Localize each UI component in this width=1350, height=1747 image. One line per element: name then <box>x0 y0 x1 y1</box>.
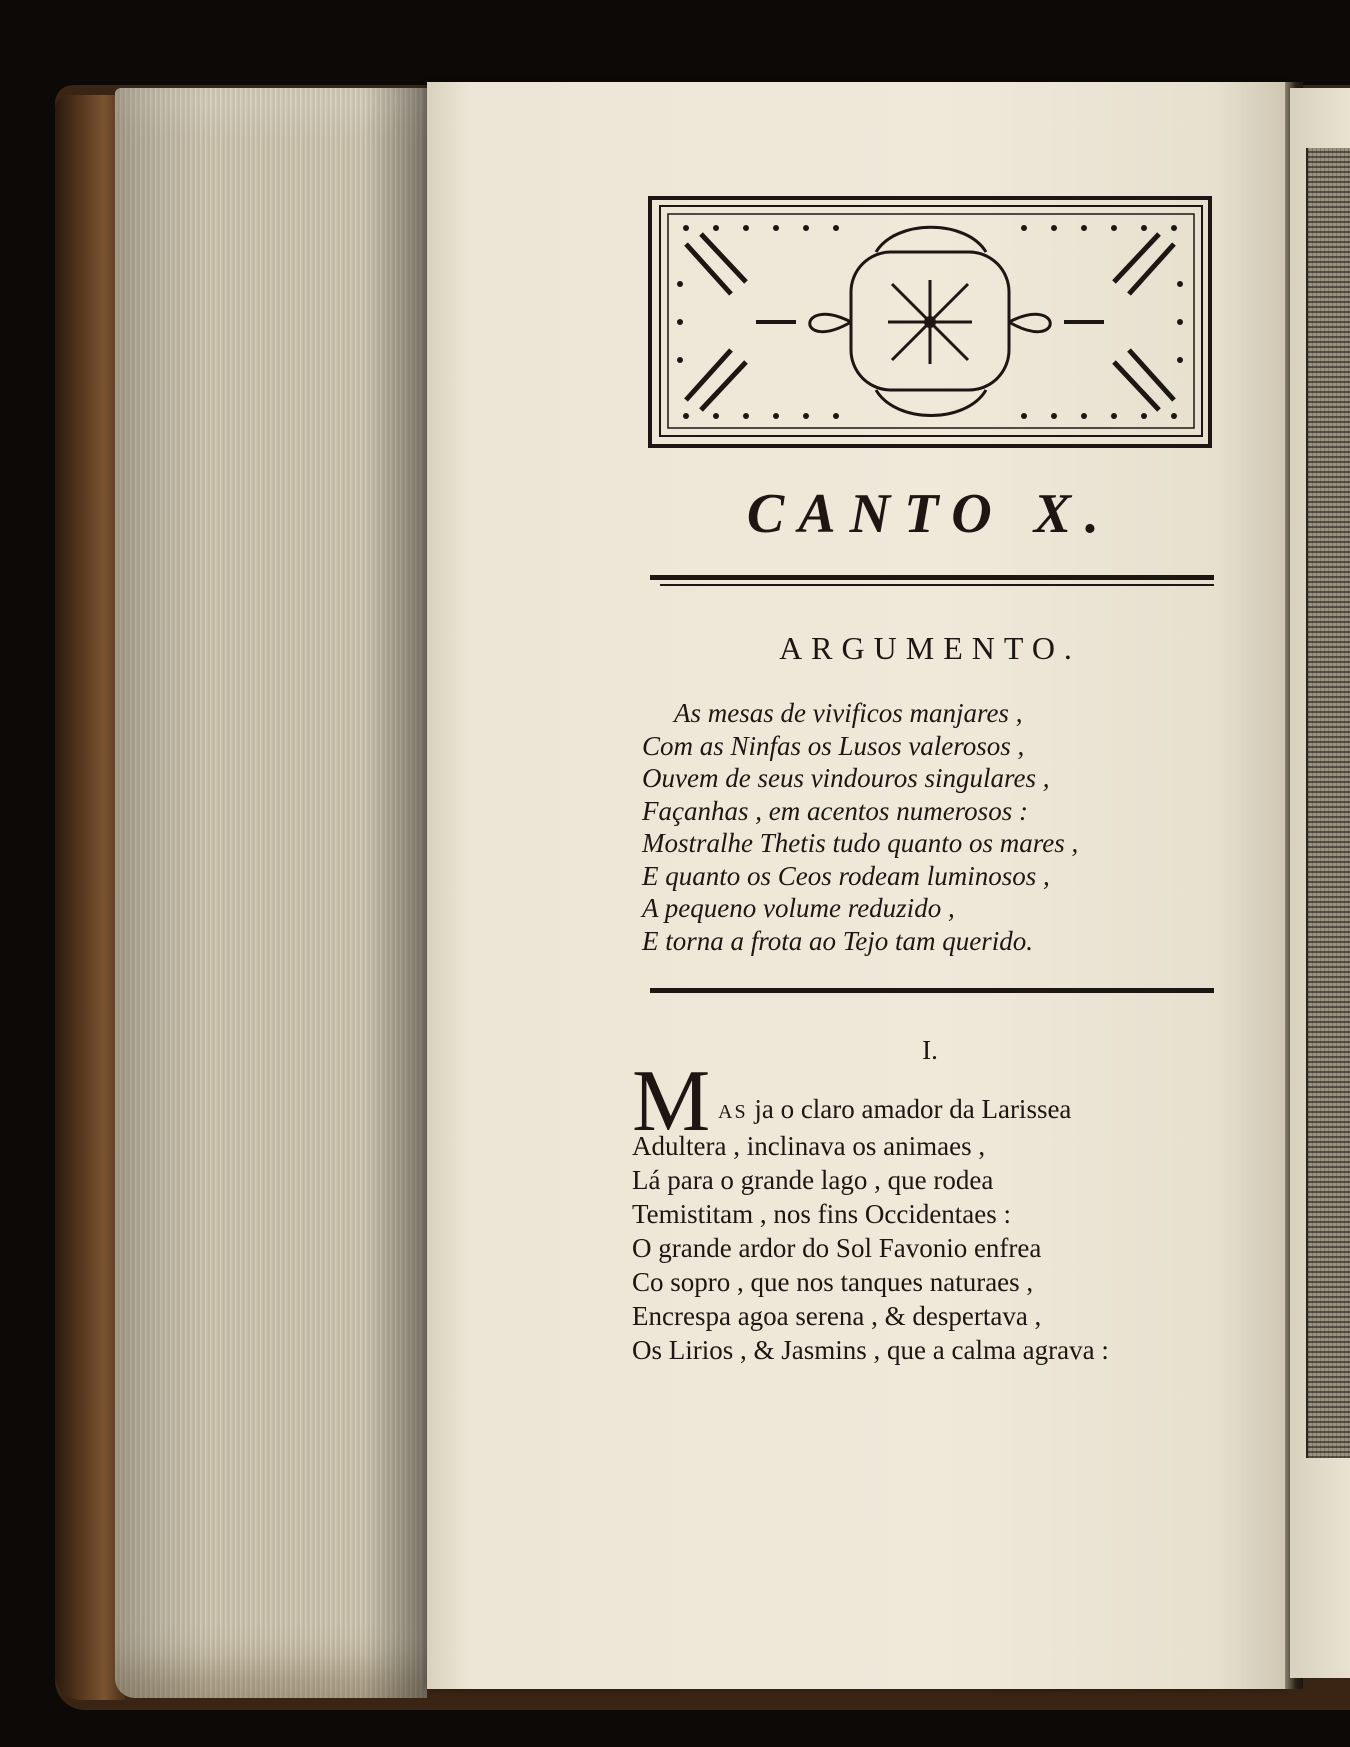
argument-heading: ARGUMENTO. <box>779 630 1081 666</box>
argument-verse: Mostralhe Thetis tudo quanto os mares , <box>642 828 1079 858</box>
stanza-verse: Encrespa agoa serena , & despertava , <box>632 1301 1042 1331</box>
stanza-verse: Os Lirios , & Jasmins , que a calma agrava : <box>632 1335 1109 1365</box>
argument-verse: Façanhas , em acentos numerosos : <box>642 795 1028 826</box>
argument-verse: As mesas de vivificos manjares , <box>674 698 1023 728</box>
argument-verse: Com as Ninfas os Lusos valerosos , <box>642 730 1025 761</box>
stanza-verse: Temistitam , nos fins Occidentaes : <box>632 1199 1012 1229</box>
stanza-first-line-rest: ja o claro amador da Larissea <box>747 1094 1072 1124</box>
stanza-verse: Lá para o grande lago , que rodea <box>632 1165 994 1195</box>
argument-verse: E torna a frota ao Tejo tam querido. <box>642 925 1034 956</box>
stanza-verses <box>632 1092 1232 1367</box>
stanza-number: I. <box>922 1035 938 1065</box>
argument-verse: E quanto os Ceos rodeam luminosos , <box>642 860 1050 891</box>
stanza-verse: O grande ardor do Sol Favonio enfrea <box>632 1233 1042 1263</box>
page-edges-shadow <box>115 88 427 1698</box>
title-rule-thin <box>660 584 1214 586</box>
stanza-verse: Co sopro , que nos tanques naturaes , <box>632 1267 1034 1297</box>
engraved-plate-illustration <box>1306 148 1350 1458</box>
canto-title: CANTO X. <box>746 483 1114 545</box>
decorative-headpiece-ornament <box>646 194 1214 450</box>
title-rule-thick <box>650 575 1214 580</box>
stanza-verse: Adultera , inclinava os animaes , <box>632 1131 986 1161</box>
argument-verse: A pequeno volume reduzido , <box>642 893 955 923</box>
argument-verse: Ouvem de seus vindouros singulares , <box>642 763 1050 793</box>
argument-verses <box>642 697 1232 957</box>
argument-rule <box>650 988 1214 993</box>
stanza-verse <box>632 1092 1232 1129</box>
drop-cap: M <box>632 1053 711 1150</box>
stanza-first-word: AS <box>718 1101 748 1123</box>
